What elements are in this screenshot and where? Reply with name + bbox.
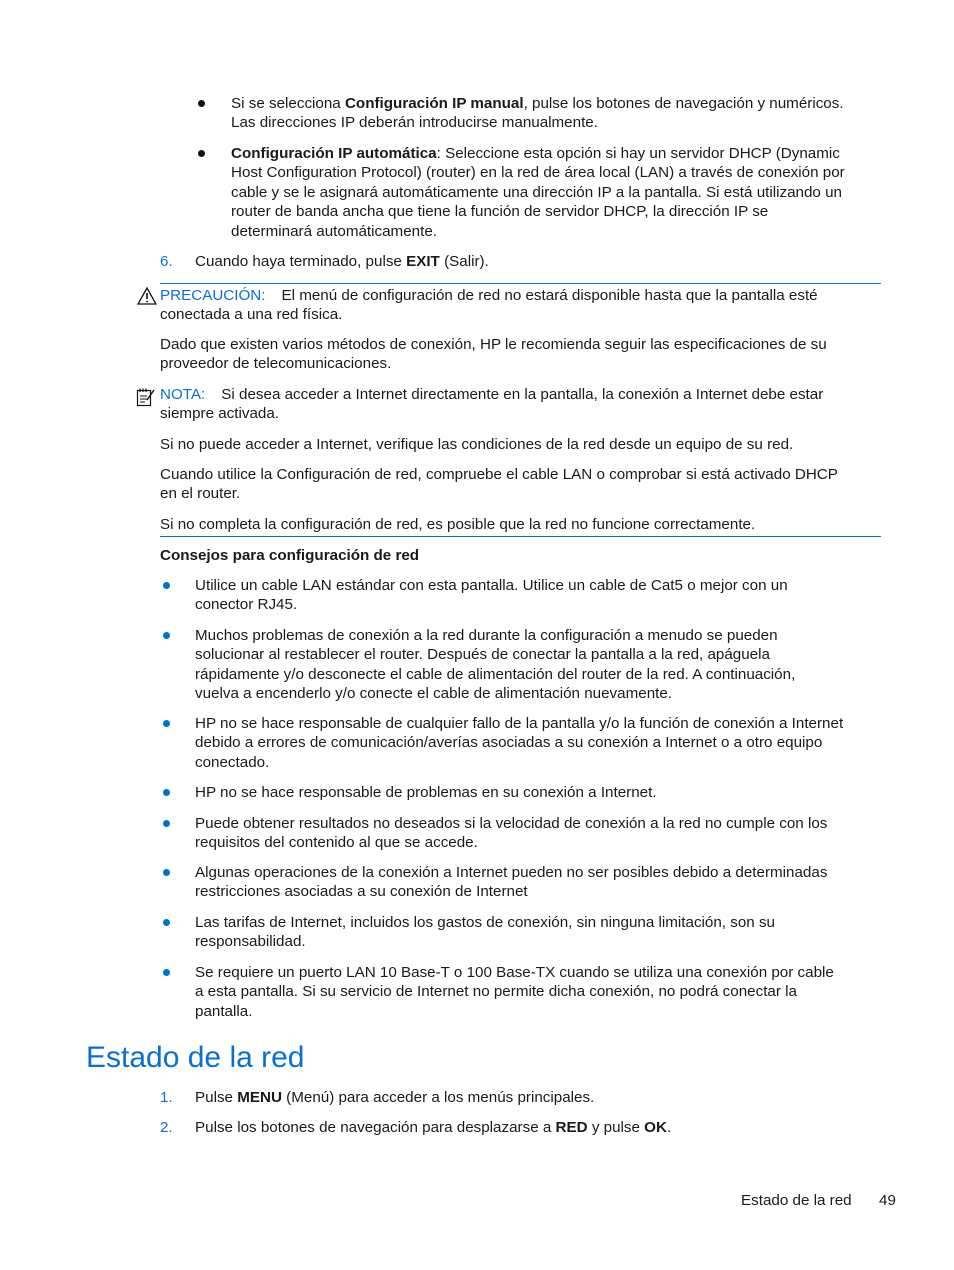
note-bottom-rule bbox=[160, 536, 881, 537]
bullet-dot bbox=[163, 820, 170, 827]
step-number: 2. bbox=[160, 1119, 173, 1136]
note-paragraph-3: Si no completa la configuración de red, es posible que la red no funcione correctamente. bbox=[160, 516, 756, 533]
term-auto-ip: Configuración IP automática bbox=[231, 145, 437, 162]
note-paragraph-1: Si no puede acceder a Internet, verifique las condiciones de la red desde un equipo de su red. bbox=[160, 436, 794, 453]
bullet-dot bbox=[198, 150, 205, 157]
list-item: Utilice un cable LAN estándar con esta pantalla. Utilice un cable de Cat5 o mejor con un conector RJ45. bbox=[195, 577, 788, 614]
bullet-dot bbox=[163, 582, 170, 589]
list-item: Se requiere un puerto LAN 10 Base-T o 100 Base-TX cuando se utiliza una conexión por cable a esta pantalla. Si su servicio de Internet no permite dicha conexión, no podrá conectar la pantalla. bbox=[195, 964, 834, 1020]
list-item: Algunas operaciones de la conexión a Internet pueden no ser posibles debido a determinadas restricciones asociadas a su conexión de Internet bbox=[195, 864, 828, 901]
caution-paragraph: Dado que existen varios métodos de conexión, HP le recomienda seguir las especificaciones de su proveedor de telecomunicaciones. bbox=[160, 336, 827, 373]
bullet-dot bbox=[163, 632, 170, 639]
bullet-dot bbox=[198, 100, 205, 107]
bullet-auto-ip: Configuración IP automática: Seleccione esta opción si hay un servidor DHCP (Dynamic Host Configuration Protocol) (router) en la red de área local (LAN) a través de conexión por cable y se le asignará automáticamente una dirección IP a la pantalla. Si está utilizando un router de banda ancha que tiene la función de servidor DHCP, la dirección IP se determinará automáticamente. bbox=[231, 145, 845, 240]
caution-block: PRECAUCIÓN: El menú de configuración de red no estará disponible hasta que la pantalla esté conectada a una red física. bbox=[160, 287, 818, 324]
note-label: NOTA: bbox=[160, 386, 206, 403]
note-paragraph-2: Cuando utilice la Configuración de red, compruebe el cable LAN o comprobar si está activado DHCP en el router. bbox=[160, 466, 838, 503]
bullet-dot bbox=[163, 969, 170, 976]
bullet-dot bbox=[163, 869, 170, 876]
caution-top-rule bbox=[160, 283, 881, 284]
list-item: HP no se hace responsable de problemas en su conexión a Internet. bbox=[195, 784, 657, 801]
key-ok: OK bbox=[644, 1119, 667, 1136]
section-title: Estado de la red bbox=[86, 1041, 305, 1074]
key-menu: MENU bbox=[237, 1089, 282, 1106]
key-exit: EXIT bbox=[406, 253, 440, 270]
page-number: 49 bbox=[879, 1192, 896, 1209]
bullet-manual-ip: Si se selecciona Configuración IP manual, pulse los botones de navegación y numéricos. Las direcciones IP deberán introducirse manualmente. bbox=[231, 95, 844, 132]
step-number: 1. bbox=[160, 1089, 173, 1106]
step-6-text: Cuando haya terminado, pulse EXIT (Salir). bbox=[195, 253, 489, 270]
step-2-text: Pulse los botones de navegación para desplazarse a RED y pulse OK. bbox=[195, 1119, 672, 1136]
list-item: Muchos problemas de conexión a la red durante la configuración a menudo se pueden solucionar al restablecer el router. Después de conectar la pantalla a la red, apáguela rápidamente y/o desconecte el cable de alimentación del router de la red. A continuación, vuelva a encenderlo y/o conecte el cable de alimentación nuevamente. bbox=[195, 627, 796, 703]
step-1-text: Pulse MENU (Menú) para acceder a los menús principales. bbox=[195, 1089, 595, 1106]
warning-triangle-icon bbox=[137, 287, 157, 305]
footer-title: Estado de la red bbox=[741, 1192, 852, 1209]
step-number: 6. bbox=[160, 253, 173, 270]
tips-heading: Consejos para configuración de red bbox=[160, 547, 420, 564]
note-pad-icon bbox=[136, 387, 156, 407]
list-item: HP no se hace responsable de cualquier fallo de la pantalla y/o la función de conexión a Internet debido a errores de comunicación/averías asociadas a su conexión a Internet o a otro equipo conectado. bbox=[195, 715, 844, 771]
term-manual-ip: Configuración IP manual bbox=[344, 95, 524, 112]
bullet-dot bbox=[163, 789, 170, 796]
caution-label: PRECAUCIÓN: bbox=[160, 287, 266, 304]
key-red: RED bbox=[555, 1119, 588, 1136]
note-block: NOTA: Si desea acceder a Internet directamente en la pantalla, la conexión a Internet debe estar siempre activada. bbox=[160, 386, 824, 423]
list-item: Puede obtener resultados no deseados si la velocidad de conexión a la red no cumple con los requisitos del contenido al que se accede. bbox=[195, 815, 828, 852]
bullet-dot bbox=[163, 720, 170, 727]
bullet-dot bbox=[163, 919, 170, 926]
list-item: Las tarifas de Internet, incluidos los gastos de conexión, sin ninguna limitación, son su responsabilidad. bbox=[195, 914, 775, 951]
